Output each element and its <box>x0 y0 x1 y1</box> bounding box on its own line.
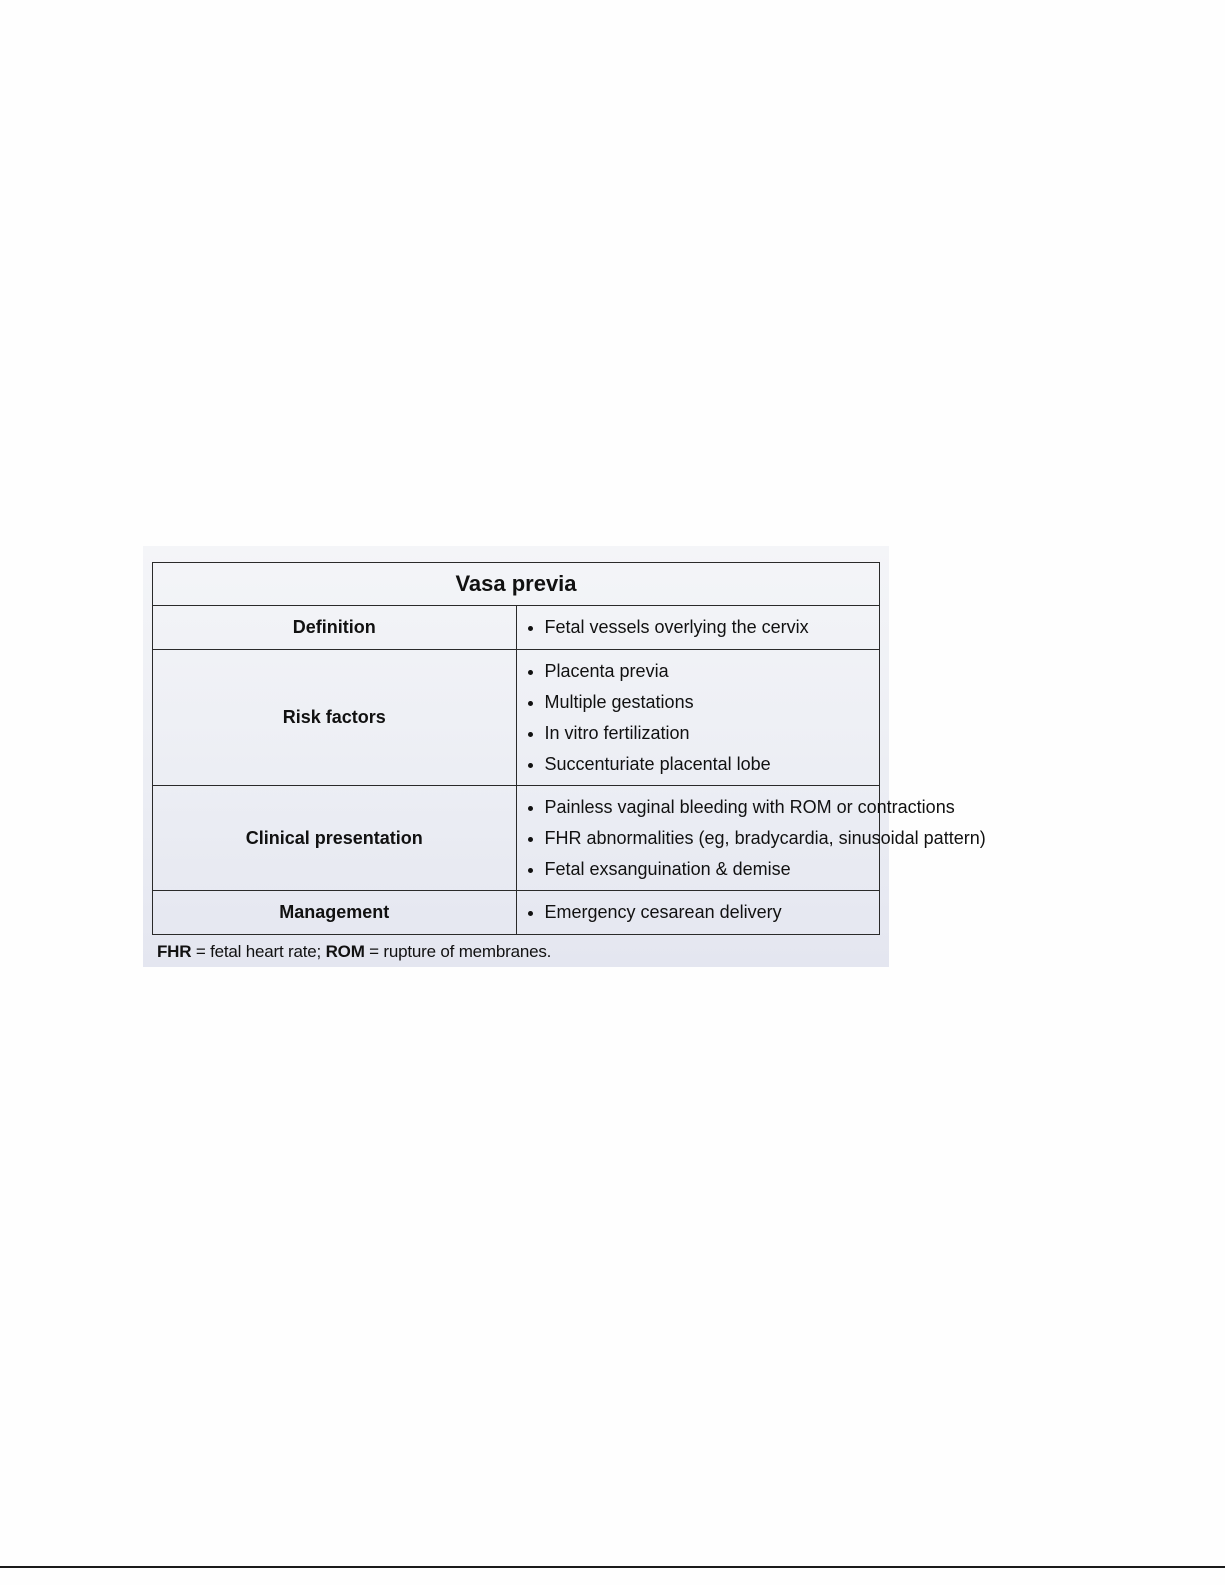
bullet-list <box>517 792 986 885</box>
footnote-def-rom: = rupture of membranes. <box>364 942 552 961</box>
row-label-management: Management <box>153 891 517 935</box>
table-row <box>153 891 880 935</box>
page-bottom-rule <box>0 1566 1225 1568</box>
row-content-clinical-presentation <box>516 786 986 891</box>
list-item: • Multiple gestations <box>545 687 880 718</box>
footnote-def-fhr: = fetal heart rate; <box>191 942 326 961</box>
bullet-list <box>517 656 880 780</box>
list-item: • Emergency cesarean delivery <box>545 897 880 928</box>
list-item: • Succenturiate placental lobe <box>545 749 880 780</box>
table-row <box>153 786 880 891</box>
list-item: • Fetal vessels overlying the cervix <box>545 612 880 643</box>
table-row <box>153 606 880 650</box>
row-content-risk-factors <box>516 650 880 786</box>
row-content-definition <box>516 606 880 650</box>
row-content-management <box>516 891 880 935</box>
table-row <box>153 650 880 786</box>
bullet-list <box>517 612 880 643</box>
vasa-previa-figure <box>143 546 986 967</box>
table-title-row <box>153 563 880 606</box>
footnote-abbr-rom: ROM <box>325 942 365 961</box>
table-title: Vasa previa <box>153 563 880 606</box>
list-item: • Painless vaginal bleeding with ROM or contractions <box>545 792 880 823</box>
row-label-definition: Definition <box>153 606 517 650</box>
vasa-previa-table <box>152 562 986 935</box>
list-item: • Placenta previa <box>545 656 880 687</box>
list-item: • Fetal exsanguination & demise <box>545 854 880 885</box>
row-label-clinical-presentation: Clinical presentation <box>153 786 517 891</box>
list-item: • FHR abnormalities (eg, bradycardia, sinusoidal pattern) <box>545 823 880 854</box>
list-item: • In vitro fertilization <box>545 718 880 749</box>
row-label-risk-factors: Risk factors <box>153 650 517 786</box>
footnote-abbr-fhr: FHR <box>157 942 192 961</box>
table-footnote <box>157 942 551 962</box>
bullet-list <box>517 897 880 928</box>
